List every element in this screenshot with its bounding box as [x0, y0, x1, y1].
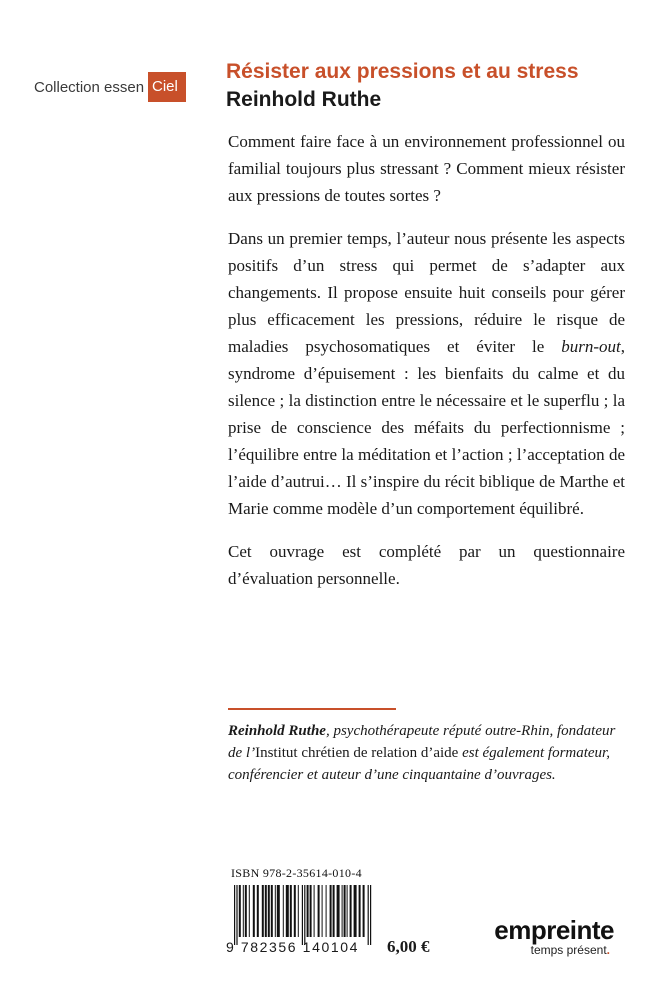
blurb-paragraph-3: Cet ouvrage est complété par un questionnaire d’évaluation personnelle.	[228, 542, 625, 588]
barcode-bar	[354, 885, 357, 937]
collection-label-bar	[0, 72, 186, 102]
barcode	[226, 885, 378, 953]
barcode-bar	[245, 885, 247, 937]
bio-part1: , psychothérapeute réputé outre-Rhin, fondateur de l’	[228, 723, 616, 761]
bio-author-name: Reinhold Ruthe	[228, 723, 326, 739]
blurb-p2-part1: Dans un premier temps, l’auteur nous présente les aspects positifs d’un stress qui permet de s’adapter aux changements. Il propose ensuite huit conseils pour gérer plus efficacement les pressions, réduire le risque de maladies psychosomatiques et éviter le	[228, 229, 625, 356]
barcode-bar	[277, 885, 280, 937]
barcode-bars	[226, 885, 378, 947]
barcode-bar	[347, 885, 348, 937]
blurb-paragraph-2	[228, 225, 625, 522]
barcode-bar	[304, 885, 305, 945]
bio-institute: Institut chrétien de relation d’aide	[255, 745, 459, 761]
blurb-p2-part2: , syndrome d’épuisement : les bienfaits du calme et du silence ; la distinction entre le nécessaire et le superflu ; la prise de conscience des méfaits du perfectionnisme ; l’équilibre entre la méditation et l’action ; l’acceptation de l’aide d’autrui… Il s’inspire du récit biblique de Marthe et Marie comme modèle d’un comportement équilibré.	[228, 337, 626, 518]
barcode-bar	[290, 885, 292, 937]
barcode-bar	[310, 885, 312, 937]
barcode-bar	[265, 885, 267, 937]
barcode-bar	[257, 885, 259, 937]
price: 6,00 €	[387, 937, 430, 956]
barcode-bar	[253, 885, 255, 937]
barcode-bar	[239, 885, 241, 937]
author-bio	[228, 720, 628, 786]
isbn-number: ISBN 978-2-35614-010-4	[231, 866, 362, 880]
barcode-bar	[294, 885, 296, 937]
barcode-bar	[249, 885, 250, 937]
blurb-p2-italic: burn-out	[561, 337, 621, 356]
barcode-bar	[307, 885, 309, 937]
publisher-logo	[482, 917, 614, 957]
barcode-digits: 9 782356 140104	[226, 939, 359, 955]
publisher-subtitle-text: temps présent	[530, 943, 607, 957]
collection-accent-text: Ciel	[152, 78, 178, 95]
barcode-bar	[350, 885, 352, 937]
barcode-bar	[359, 885, 361, 937]
barcode-bar	[368, 885, 369, 945]
barcode-bar	[370, 885, 371, 945]
barcode-bar	[275, 885, 276, 937]
book-title: Résister aux pressions et au stress	[226, 60, 579, 83]
publisher-subtitle	[482, 943, 614, 957]
barcode-bar	[344, 885, 346, 937]
barcode-bar	[330, 885, 332, 937]
barcode-bar	[326, 885, 327, 937]
barcode-bar	[286, 885, 289, 937]
collection-name: Collection essen	[34, 78, 145, 96]
barcode-bar	[262, 885, 264, 937]
barcode-bar	[342, 885, 343, 937]
barcode-bar	[363, 885, 365, 937]
barcode-bar	[243, 885, 244, 937]
barcode-bar	[268, 885, 270, 937]
bio-part2: est également formateur, conférencier et auteur d’une cinquantaine d’ouvrages.	[228, 745, 610, 783]
book-author: Reinhold Ruthe	[226, 88, 382, 111]
barcode-bar	[283, 885, 284, 937]
publisher-dot: .	[606, 943, 610, 957]
barcode-bar	[271, 885, 273, 937]
barcode-bar	[322, 885, 323, 937]
divider-rule	[228, 708, 396, 710]
barcode-bar	[318, 885, 320, 937]
barcode-bar	[234, 885, 235, 945]
publisher-name: empreinte	[494, 915, 614, 945]
barcode-bar	[337, 885, 340, 937]
blurb-paragraph-1: Comment faire face à un environnement professionnel ou familial toujours plus stressant ? Comment mieux résister aux pressions de toutes sortes ?	[228, 132, 625, 205]
barcode-bar	[298, 885, 299, 937]
blurb	[228, 128, 625, 608]
barcode-bar	[333, 885, 335, 937]
barcode-bar	[236, 885, 237, 945]
barcode-bar	[314, 885, 315, 937]
barcode-bar	[302, 885, 303, 945]
